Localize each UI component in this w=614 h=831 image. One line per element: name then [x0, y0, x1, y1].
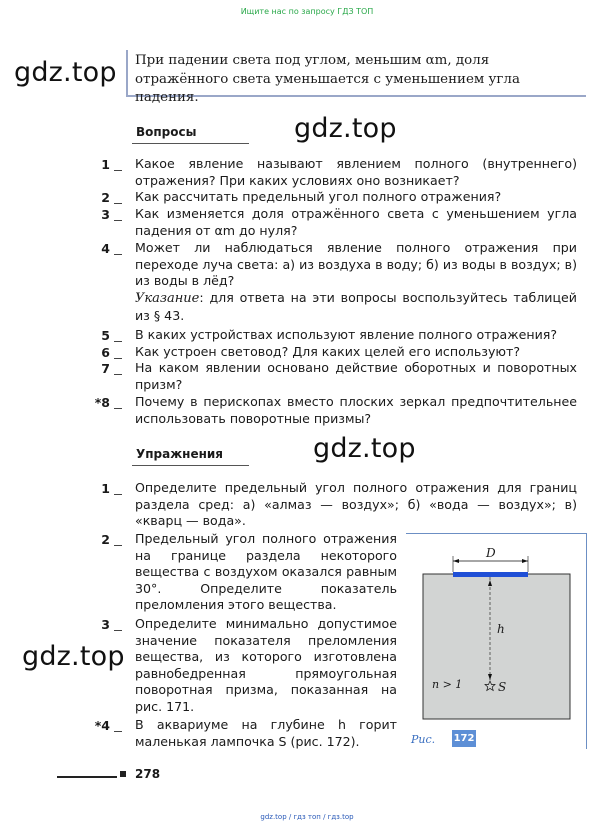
page-rule: [57, 776, 117, 778]
intro-text: При падении света под углом, меньшим αm, доля отражённого света уменьшается с уменьшением угла падения.: [135, 53, 520, 105]
question-text: Как изменяется доля отражённого света с уменьшением угла падения от αm до нуля?: [135, 206, 577, 238]
number-rule: [114, 374, 122, 375]
question-number: 4: [101, 241, 110, 256]
number-rule: [114, 731, 122, 732]
question-text: Почему в перископах вместо плоских зеркал предпочтительнее использовать поворотные призмы?: [135, 394, 577, 426]
question-text: На каком явлении основано действие оборотных и поворотных призм?: [135, 360, 577, 392]
question-text: Может ли наблюдаться явление полного отражения при переходе луча света: а) из воздуха в воду; б) из воды в воздух; в) из воды в лёд?: [135, 240, 577, 289]
number-rule: [114, 545, 122, 546]
number-rule: [114, 408, 122, 409]
question-number: 5: [101, 328, 110, 343]
number-rule: [114, 358, 122, 359]
exercise-number: 3: [101, 617, 110, 632]
top-banner: Ищите нас по запросу ГДЗ ТОП: [240, 7, 374, 16]
watermark: gdz.top: [22, 641, 125, 672]
watermark: gdz.top: [294, 113, 397, 144]
question-hint: [135, 290, 577, 324]
section-rule: [132, 465, 249, 466]
figure-number-badge: 172: [452, 730, 476, 747]
question-text: Как устроен световод? Для каких целей его используют?: [135, 344, 521, 359]
question-text: Какое явление называют явлением полного (внутреннего) отражения? При каких условиях оно возникает?: [135, 156, 577, 188]
exercise-number: 2: [101, 532, 110, 547]
label-n: n > 1: [432, 678, 463, 691]
label-d: D: [486, 546, 496, 560]
exercise-text: В аквариуме на глубине h горит маленькая лампочка S (рис. 172).: [135, 717, 397, 749]
number-rule: [114, 341, 122, 342]
arrow-left-icon: [453, 559, 459, 563]
exercise-text: Определите предельный угол полного отражения для границ раздела сред: а) «алмаз — воздух»; б) «вода — воздух»; в) «кварц — вода».: [135, 480, 577, 529]
questions-heading: Вопросы: [136, 125, 197, 139]
watermark: gdz.top: [14, 57, 117, 88]
question-number: 1: [101, 157, 110, 172]
question-number: 3: [101, 207, 110, 222]
number-rule: [114, 254, 122, 255]
exercises-heading: Упражнения: [136, 447, 224, 461]
question-number: 2: [101, 190, 110, 205]
number-rule: [114, 220, 122, 221]
number-rule: [114, 170, 122, 171]
exercise-text: Предельный угол полного отражения на границе раздела некоторого вещества с воздухом оказался равным 30°. Определите показатель преломления этого вещества.: [135, 531, 397, 613]
question-number: 7: [101, 361, 110, 376]
question-text: В каких устройствах используют явление полного отражения?: [135, 327, 558, 342]
label-h: h: [497, 622, 505, 636]
section-rule: [132, 143, 249, 144]
number-rule: [114, 630, 122, 631]
arrow-right-icon: [522, 559, 528, 563]
number-rule: [114, 494, 122, 495]
aquarium-diagram: [406, 533, 586, 733]
water-region: [423, 574, 570, 719]
label-s: S: [498, 680, 507, 694]
bottom-banner: gdz.top / гдз топ / гдз.top: [260, 813, 354, 821]
question-number: 6: [101, 345, 110, 360]
exercise-number: 1: [101, 481, 110, 496]
opaque-disk: [453, 572, 528, 577]
hint-text: : для ответа на эти вопросы воспользуйтесь таблицей из § 43.: [135, 290, 577, 323]
page-marker: [120, 771, 126, 777]
number-rule: [114, 203, 122, 204]
question-number: *8: [94, 395, 110, 410]
exercise-number: *4: [94, 718, 110, 733]
hint-label: Указание: [135, 291, 200, 306]
page-number: 278: [135, 767, 161, 781]
question-text: Как рассчитать предельный угол полного отражения?: [135, 189, 502, 204]
watermark: gdz.top: [313, 433, 416, 464]
figure-caption: Рис.: [411, 733, 436, 746]
exercise-text: Определите минимально допустимое значение показателя преломления вещества, из которого изготовлена равнобедренная прямоугольная поворотная призма, показанная на рис. 171.: [135, 616, 397, 714]
